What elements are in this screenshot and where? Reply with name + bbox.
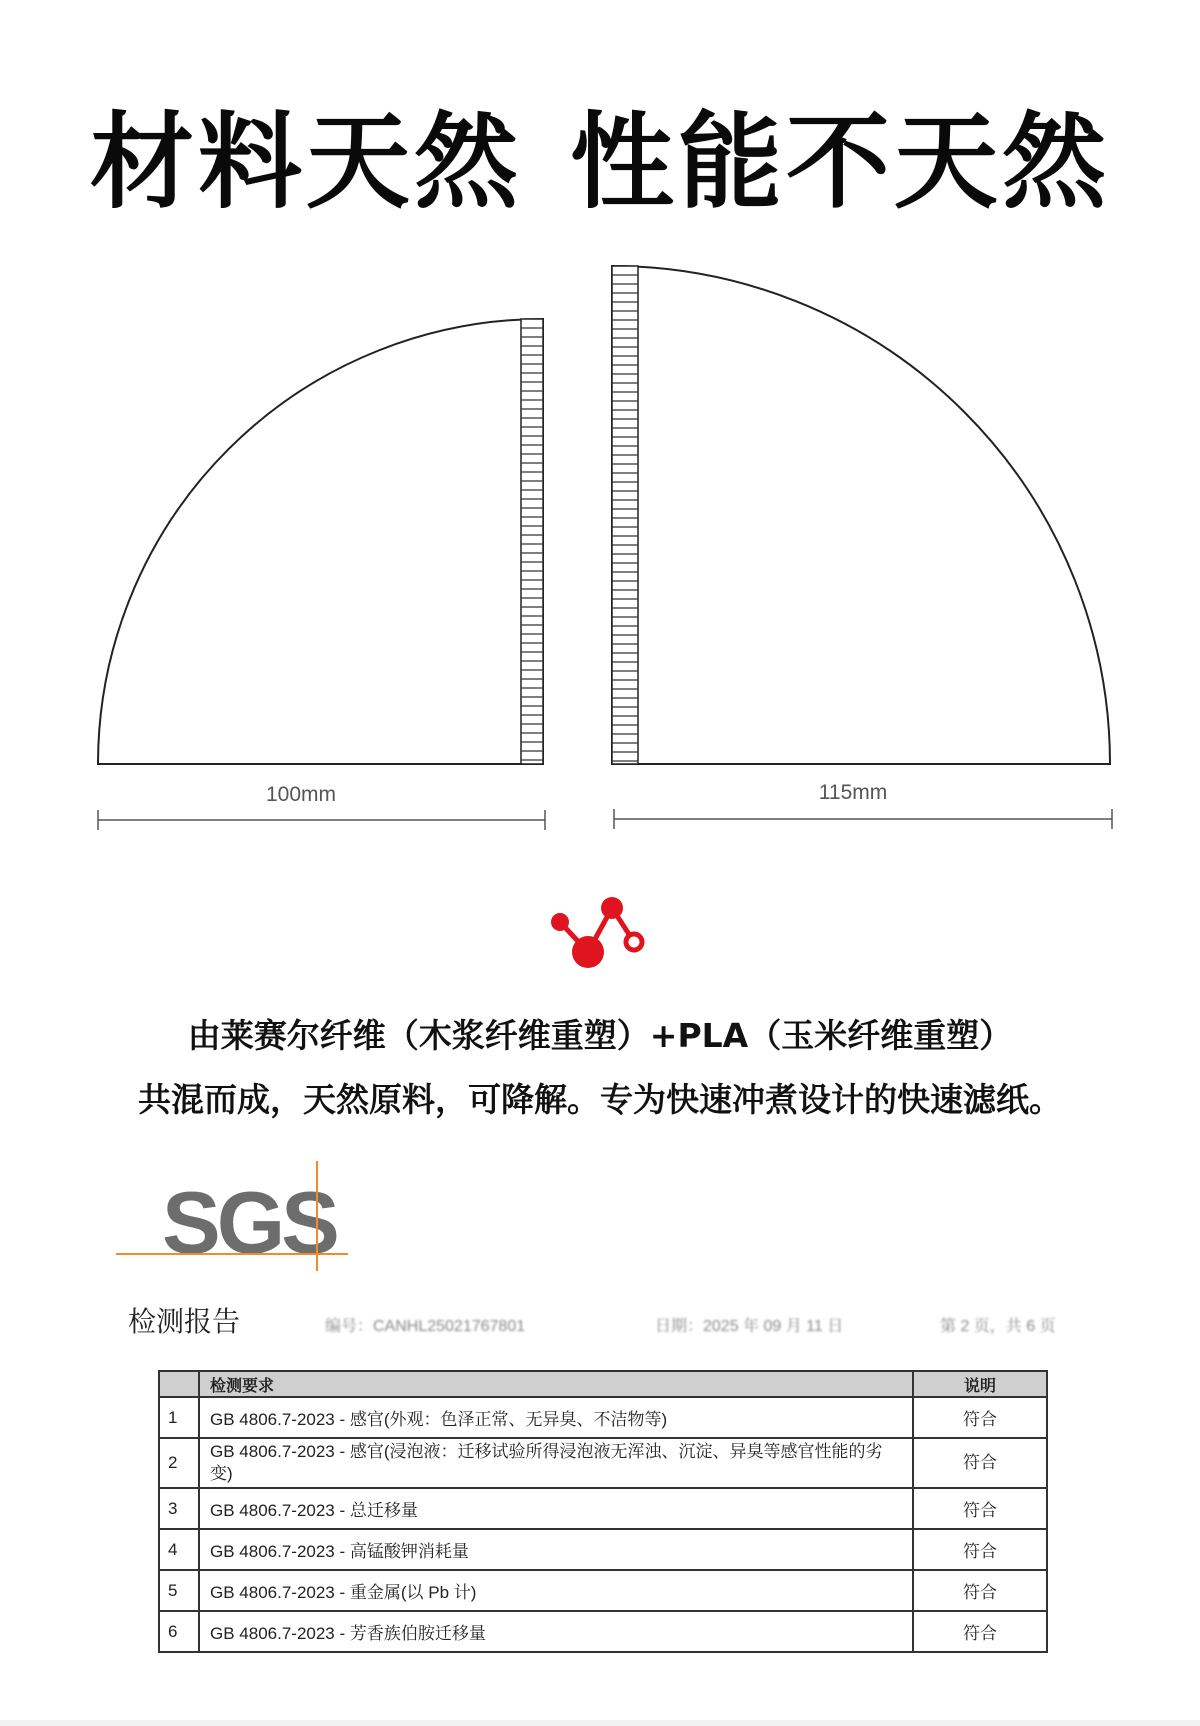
table-row <box>159 1529 1047 1570</box>
row-result: 符合 <box>913 1438 1047 1488</box>
row-requirement: GB 4806.7-2023 - 芳香族伯胺迁移量 <box>199 1611 913 1652</box>
svg-text:SGS: SGS <box>162 1173 336 1272</box>
report-title: 检测报告 <box>128 1305 241 1338</box>
sgs-logo <box>112 1155 352 1275</box>
table-row <box>159 1570 1047 1611</box>
table-row <box>159 1397 1047 1438</box>
row-requirement: GB 4806.7-2023 - 高锰酸钾消耗量 <box>199 1529 913 1570</box>
header-no <box>159 1371 199 1397</box>
filter-size-diagram <box>0 250 1200 850</box>
report-date: 日期：2025 年 09 月 11 日 <box>655 1318 844 1335</box>
headline-part1: 材料天然 <box>89 101 522 223</box>
row-requirement: GB 4806.7-2023 - 感官(外观：色泽正常、无异臭、不洁物等) <box>199 1397 913 1438</box>
molecule-icon <box>538 880 648 980</box>
table-row <box>159 1611 1047 1652</box>
bottom-divider <box>0 1720 1200 1726</box>
header-requirement: 检测要求 <box>199 1371 913 1397</box>
row-number: 5 <box>159 1570 199 1611</box>
small-filter-width-label: 100mm <box>265 783 337 806</box>
row-result: 符合 <box>913 1529 1047 1570</box>
right-dimension-line <box>614 809 1112 829</box>
row-number: 3 <box>159 1488 199 1529</box>
row-result: 符合 <box>913 1488 1047 1529</box>
row-requirement: GB 4806.7-2023 - 总迁移量 <box>199 1488 913 1529</box>
row-requirement: GB 4806.7-2023 - 感官(浸泡液：迁移试验所得浸泡液无浑浊、沉淀、异臭等感官性能的劣变) <box>199 1438 913 1488</box>
headline <box>0 78 1200 228</box>
table-header-row <box>159 1371 1047 1397</box>
table-row <box>159 1438 1047 1488</box>
row-result: 符合 <box>913 1397 1047 1438</box>
row-result: 符合 <box>913 1570 1047 1611</box>
report-number: 编号：CANHL25021767801 <box>325 1318 526 1335</box>
description-line-2: 共混而成，天然原料，可降解。专为快速冲煮设计的快速滤纸。 <box>138 1080 1062 1119</box>
table-row <box>159 1488 1047 1529</box>
test-results-table <box>158 1370 1048 1653</box>
large-filter-width-label: 115mm <box>818 781 888 804</box>
row-number: 6 <box>159 1611 199 1652</box>
headline-part2: 性能不天然 <box>570 101 1111 223</box>
description-line-1: 由莱赛尔纤维（木浆纤维重塑）+PLA（玉米纤维重塑） <box>187 1016 1013 1055</box>
large-filter-shape <box>612 266 1110 764</box>
row-number: 1 <box>159 1397 199 1438</box>
header-result: 说明 <box>913 1371 1047 1397</box>
row-requirement: GB 4806.7-2023 - 重金属(以 Pb 计) <box>199 1570 913 1611</box>
left-dimension-line <box>98 810 545 830</box>
row-result: 符合 <box>913 1611 1047 1652</box>
row-number: 2 <box>159 1438 199 1488</box>
row-number: 4 <box>159 1529 199 1570</box>
report-page: 第 2 页，共 6 页 <box>940 1318 1056 1335</box>
small-filter-shape <box>98 319 543 764</box>
